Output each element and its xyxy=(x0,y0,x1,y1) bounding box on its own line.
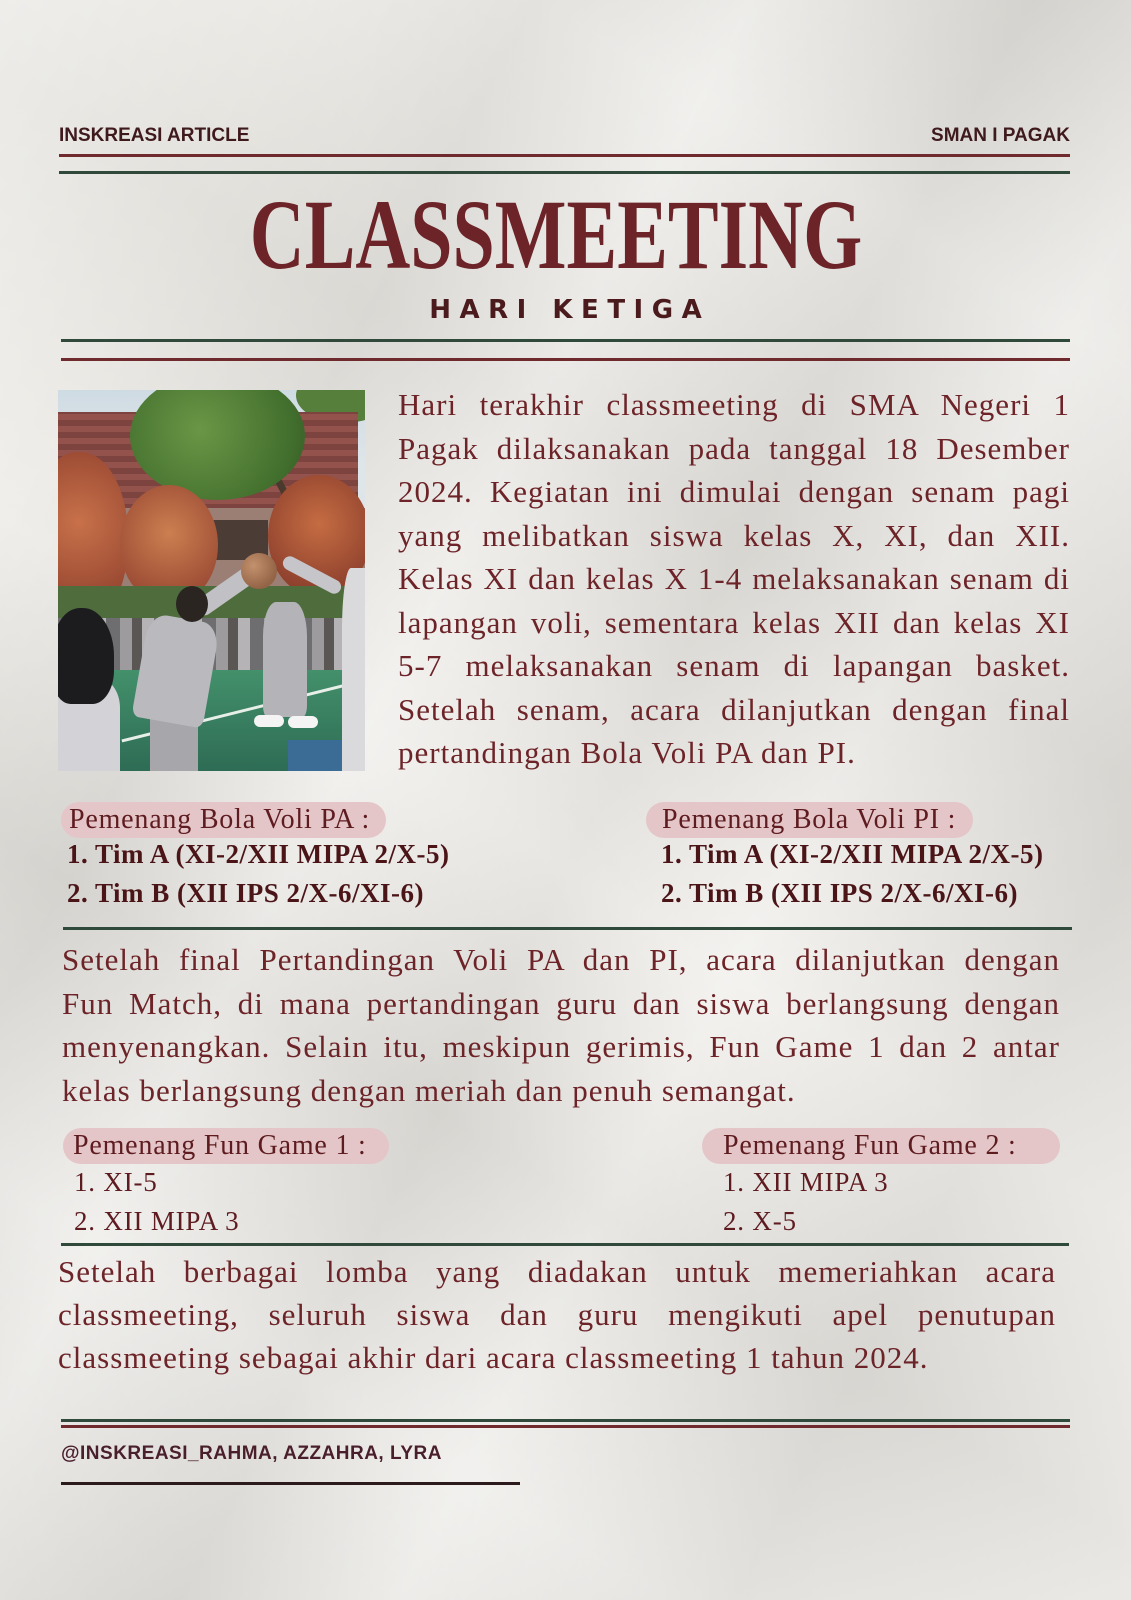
page-title: CLASSMEETING xyxy=(249,178,863,290)
section-rule-green xyxy=(61,1243,1069,1246)
footer-rule-maroon xyxy=(61,1425,1070,1428)
intro-line: Kelas XI dan kelas X 1-4 melaksanakan senam di xyxy=(398,561,1070,596)
title-rule-green xyxy=(61,339,1070,342)
fun-game-2-winners-label: Pemenang Fun Game 2 : xyxy=(702,1128,1060,1164)
volley-pa-winners-label: Pemenang Bola Voli PA : xyxy=(61,802,386,838)
photo-person-hijab-head xyxy=(58,608,114,704)
intro-line: yang melibatkan siswa kelas X, XI, dan XII. xyxy=(398,517,1070,553)
fun-game-1-winner-2: 2. XII MIPA 3 xyxy=(74,1206,240,1236)
fun-game-2-winner-1: 1. XII MIPA 3 xyxy=(723,1167,889,1197)
fun-game-1-winners-label: Pemenang Fun Game 1 : xyxy=(63,1128,389,1164)
closing-line: classmeeting, seluruh siswa dan guru mengikuti apel penutupan xyxy=(58,1297,1056,1332)
closing-line: classmeeting sebagai akhir dari acara classmeeting 1 tahun 2024. xyxy=(58,1340,929,1375)
school-label: SMAN I PAGAK xyxy=(931,125,1070,146)
middle-line: Setelah final Pertandingan Voli PA dan PI, acara dilanjutkan dengan xyxy=(62,942,1060,977)
closing-line: Setelah berbagai lomba yang diadakan untuk memeriahkan acara xyxy=(58,1254,1056,1289)
volley-pa-winner-2: 2. Tim B (XII IPS 2/X-6/XI-6) xyxy=(67,878,425,908)
intro-line: Pagak dilaksanakan pada tanggal 18 Desember xyxy=(398,430,1070,466)
photo-person-center-head xyxy=(176,586,208,622)
fun-game-2-winner-2: 2. X-5 xyxy=(723,1206,797,1236)
photo-person-far-right xyxy=(342,568,365,771)
credit-underline xyxy=(61,1482,520,1485)
intro-line: pertandingan Bola Voli PA dan PI. xyxy=(398,735,856,770)
photo-shoe-left xyxy=(254,715,284,727)
intro-line: 5-7 melaksanakan senam di lapangan basket. xyxy=(398,648,1070,683)
intro-line: 2024. Kegiatan ini dimulai dengan senam pagi xyxy=(398,474,1070,509)
footer-rule-green xyxy=(61,1419,1070,1422)
middle-line: menyenangkan. Selain itu, meskipun gerimis, Fun Game 1 dan 2 antar xyxy=(62,1029,1060,1065)
author-credit: @INSKREASI_RAHMA, AZZAHRA, LYRA xyxy=(61,1443,442,1464)
middle-line: kelas berlangsung dengan meriah dan penuh semangat. xyxy=(62,1073,796,1109)
photo-person-right xyxy=(263,602,307,717)
header-rule-green xyxy=(59,171,1070,174)
intro-paragraph xyxy=(398,383,1070,775)
section-rule-green xyxy=(63,927,1072,930)
title-rule-maroon xyxy=(61,358,1070,361)
intro-line: lapangan voli, sementara kelas XII dan kelas XI xyxy=(398,604,1070,640)
photo-ball xyxy=(241,553,277,589)
middle-line: Fun Match, di mana pertandingan guru dan siswa berlangsung dengan xyxy=(62,985,1060,1021)
fun-game-1-winner-1: 1. XI-5 xyxy=(74,1167,158,1197)
header-rule-maroon xyxy=(59,154,1070,157)
article-photo xyxy=(58,390,365,771)
intro-line: Hari terakhir classmeeting di SMA Negeri 1 xyxy=(398,387,1070,422)
page-subtitle: HARI KETIGA xyxy=(429,294,711,325)
photo-shoe-right xyxy=(288,716,318,728)
volley-pi-winner-2: 2. Tim B (XII IPS 2/X-6/XI-6) xyxy=(661,878,1019,908)
volley-pa-winner-1: 1. Tim A (XI-2/XII MIPA 2/X-5) xyxy=(67,839,450,869)
closing-paragraph xyxy=(58,1250,1056,1379)
volley-pi-winners-label: Pemenang Bola Voli PI : xyxy=(646,802,973,838)
publication-label: INSKREASI ARTICLE xyxy=(59,125,250,146)
intro-line: Setelah senam, acara dilanjutkan dengan final xyxy=(398,691,1070,727)
middle-paragraph xyxy=(62,938,1060,1113)
volley-pi-winner-1: 1. Tim A (XI-2/XII MIPA 2/X-5) xyxy=(661,839,1044,869)
